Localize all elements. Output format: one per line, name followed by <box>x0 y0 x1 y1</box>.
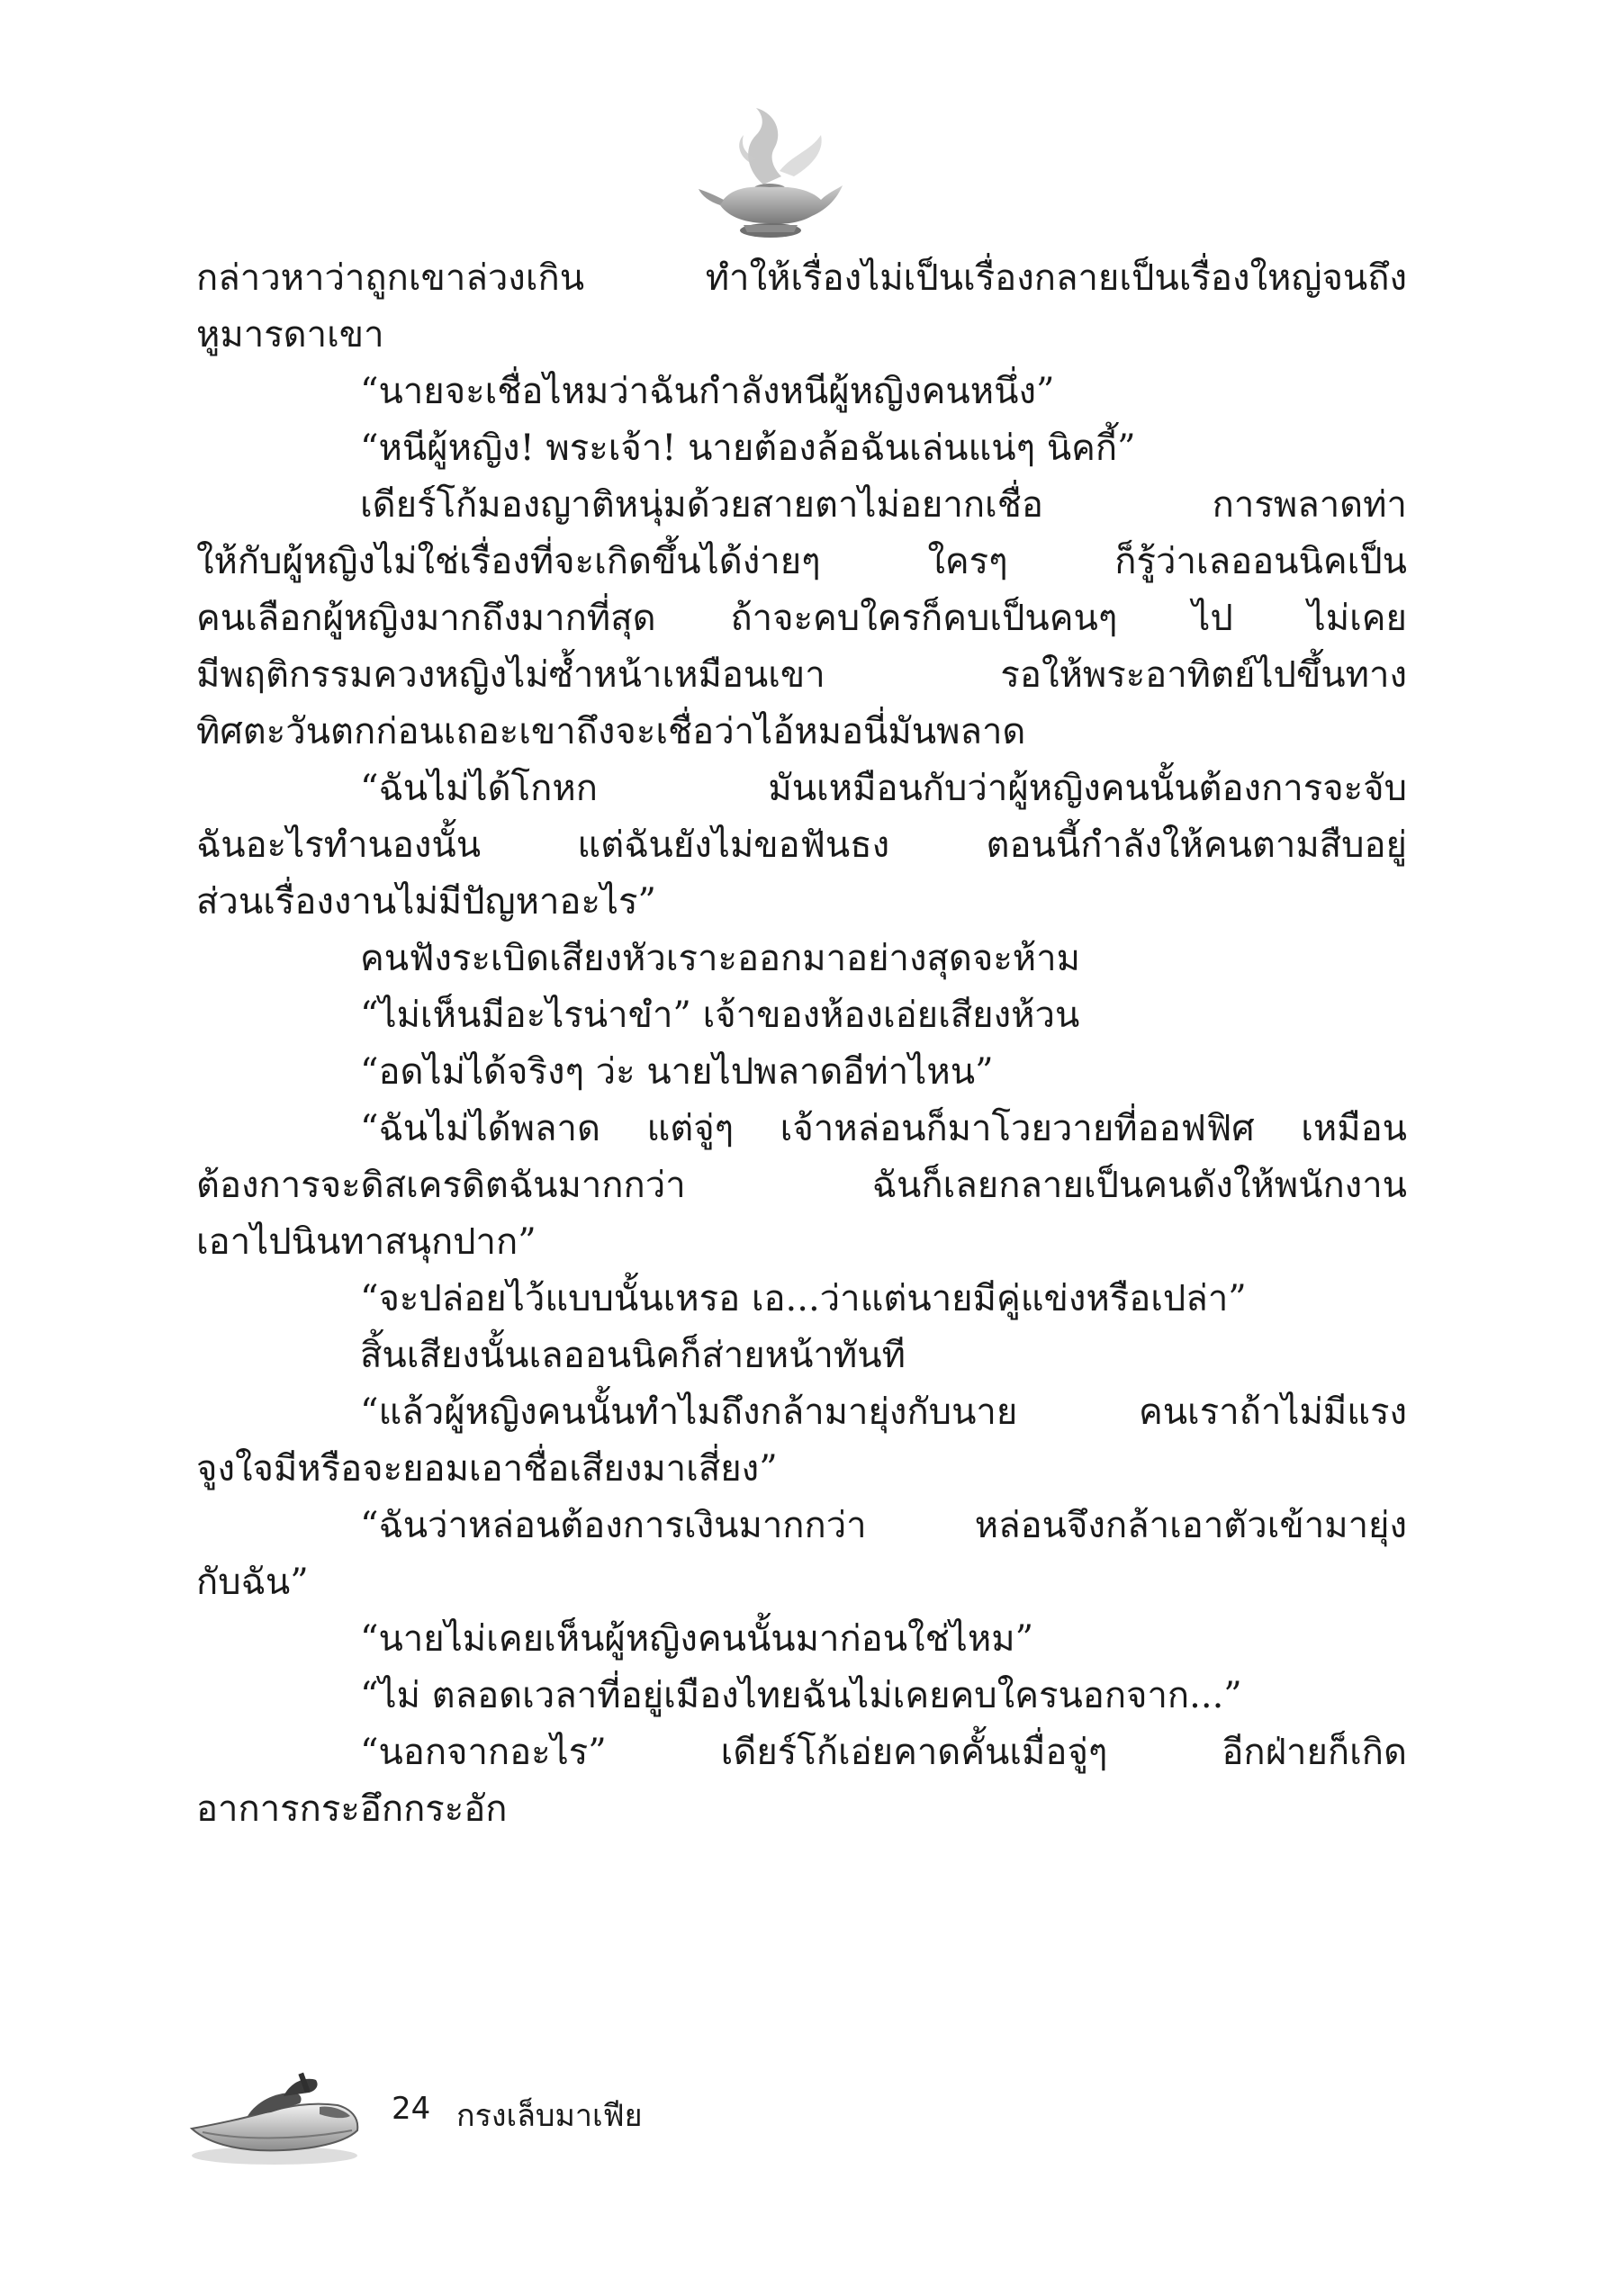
text-line: “จะปล่อยไว้แบบนั้นเหรอ เอ...ว่าแต่นายมีคู่แข่งหรือเปล่า” <box>360 1278 1247 1319</box>
text-line: “นายไม่เคยเห็นผู้หญิงคนนั้นมาก่อนใช่ไหม” <box>360 1618 1034 1660</box>
text-line: คนฟังระเบิดเสียงหัวเราะออกมาอย่างสุดจะห้าม <box>360 938 1080 979</box>
genie-lamp-icon <box>693 99 846 248</box>
text-line: เอาไปนินทาสนุกปาก” <box>196 1221 537 1263</box>
text-line: “นอกจากอะไร” เดียร์โก้เอ่ยคาดคั้นเมื่อจู่ๆ อีกฝ่ายก็เกิด <box>360 1732 1407 1773</box>
text-line: หูมารดาเขา <box>196 314 384 356</box>
text-line: กล่าวหาว่าถูกเขาล่วงเกิน ทำให้เรื่องไม่เป็นเรื่องกลายเป็นเรื่องใหญ่จนถึง <box>196 257 1407 299</box>
text-line: สิ้นเสียงนั้นเลออนนิคก็ส่ายหน้าทันที <box>360 1335 906 1376</box>
text-line: “หนีผู้หญิง! พระเจ้า! นายต้องล้อฉันเล่นแน่ๆ นิคกี้” <box>360 428 1136 469</box>
jet-ski-icon <box>185 2066 365 2169</box>
text-line: “ฉันว่าหล่อนต้องการเงินมากกว่า หล่อนจึงกล้าเอาตัวเข้ามายุ่ง <box>360 1505 1407 1546</box>
text-line: ส่วนเรื่องงานไม่มีปัญหาอะไร” <box>196 881 656 923</box>
text-line: “อดไม่ได้จริงๆ ว่ะ นายไปพลาดอีท่าไหน” <box>360 1051 994 1093</box>
text-line: “แล้วผู้หญิงคนนั้นทำไมถึงกล้ามายุ่งกับนาย คนเราถ้าไม่มีแรง <box>360 1391 1407 1433</box>
text-line: จูงใจมีหรือจะยอมเอาชื่อเสียงมาเสี่ยง” <box>196 1448 778 1490</box>
page-number: 24 <box>392 2091 431 2127</box>
text-line: “นายจะเชื่อไหมว่าฉันกำลังหนีผู้หญิงคนหนึ่ง” <box>360 371 1055 412</box>
page-footer <box>185 2057 725 2183</box>
text-line: คนเลือกผู้หญิงมากถึงมากที่สุด ถ้าจะคบใครก็คบเป็นคนๆ ไป ไม่เคย <box>196 598 1407 639</box>
text-line: ทิศตะวันตกก่อนเถอะเขาถึงจะเชื่อว่าไอ้หมอนี่มันพลาด <box>196 711 1026 752</box>
text-line: เดียร์โก้มองญาติหนุ่มด้วยสายตาไม่อยากเชื่อ การพลาดท่า <box>360 484 1407 526</box>
text-line: ให้กับผู้หญิงไม่ใช่เรื่องที่จะเกิดขึ้นได้ง่ายๆ ใครๆ ก็รู้ว่าเลออนนิคเป็น <box>196 541 1407 582</box>
text-line: “ฉันไม่ได้พลาด แต่จู่ๆ เจ้าหล่อนก็มาโวยวายที่ออฟฟิศ เหมือน <box>360 1108 1407 1149</box>
text-line: “ไม่ ตลอดเวลาที่อยู่เมืองไทยฉันไม่เคยคบใครนอกจาก...” <box>360 1675 1242 1716</box>
book-title: กรงเล็บมาเฟีย <box>456 2098 643 2134</box>
text-line: กับฉัน” <box>196 1562 309 1603</box>
text-line: อาการกระอึกกระอัก <box>196 1788 508 1830</box>
text-line: ฉันอะไรทำนองนั้น แต่ฉันยังไม่ขอฟันธง ตอนนี้กำลังให้คนตามสืบอยู่ <box>196 824 1407 866</box>
text-line: “ไม่เห็นมีอะไรน่าขำ” เจ้าของห้องเอ่ยเสียงห้วน <box>360 995 1080 1036</box>
text-line: มีพฤติกรรมควงหญิงไม่ซ้ำหน้าเหมือนเขา รอให้พระอาทิตย์ไปขึ้นทาง <box>196 654 1407 696</box>
body-text <box>196 250 1407 1838</box>
text-line: “ฉันไม่ได้โกหก มันเหมือนกับว่าผู้หญิงคนนั้นต้องการจะจับ <box>360 768 1407 809</box>
text-line: ต้องการจะดิสเครดิตฉันมากกว่า ฉันก็เลยกลายเป็นคนดังให้พนักงาน <box>196 1165 1407 1206</box>
